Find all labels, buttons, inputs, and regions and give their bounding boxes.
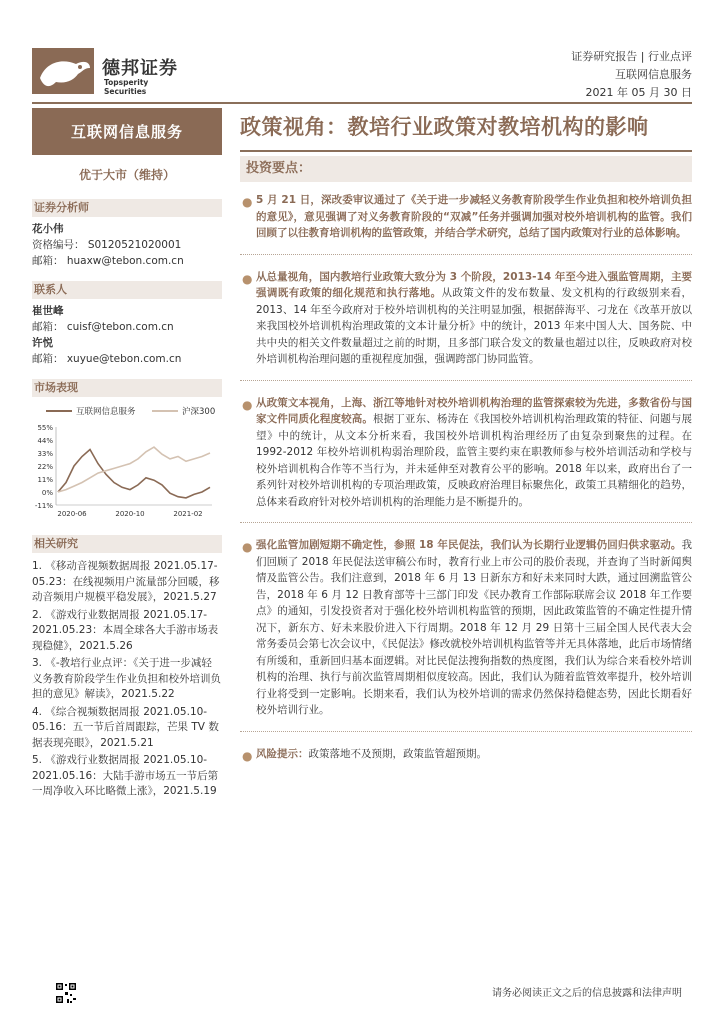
research-item[interactable]: 5. 《游戏行业数据周报 2021.05.10-2021.05.16：大陆手游市场五一节后第一周净收入环比略微上涨》，2021.5.19 (32, 754, 219, 797)
market-section-title: 市场表现 (32, 379, 222, 397)
dotted-divider (240, 731, 692, 732)
series-line (58, 450, 210, 498)
key-point-text: 我们回顾了 2018 年民促法送审稿公布时，教育行业上市公司的股价表现，并查询了当时新闻舆情及监管公告。我们注意到，2018 年 6 月 13 日新东方和好未来同时大跌，通过回溯监管公告，2018 年 6 月 12 日教育部等十三部门印发《民办教育工作部际联席会议 2018 年工作要点》的通知，引发投资者对于强化校外培训机构监管的预期，因此政策监管的不确定性提升情况下，新东方、好未来股价进入下行周期。2018 年 12 月 29 日第十三届全国人民代表大会常务委员会第七次会议中，《民促法》修改就校外培训机构监管等并无具体落地，此后市场情绪有所缓和，重新回归基本面逻辑。对比民促法搜狗指数的热度图，我们认为综合来看校外培训机构的治理、执行与前次监管周期相似度较高。因此，我们认为随着监管效率提升，校外培训行业将受到一定影响。长期来看，我们认为校外培训的需求仍然保持稳健态势，因此长期看好校外培训行业。 (256, 539, 692, 716)
bullet-icon: ● (242, 540, 253, 554)
risk-text: 政策落地不及预期，政策监管超预期。 (308, 747, 487, 760)
report-title: 政策视角：教培行业政策对教培机构的影响 (240, 115, 649, 139)
brand-name-en: Topsperity Securities (104, 78, 149, 96)
research-item[interactable]: 1. 《移动音视频数据周报 2021.05.17-05.23：在线视频用户流量部分回暖，移动音频用户规模平稳发展》，2021.5.27 (32, 560, 220, 603)
rating: 优于大市（维持） (78, 167, 175, 182)
x-tick-label: 2020-10 (115, 510, 145, 518)
sector-box: 互联网信息服务 (32, 108, 222, 155)
bull-logo-icon (32, 48, 94, 94)
key-point (240, 192, 692, 242)
title-divider (240, 150, 692, 152)
report-date: 2021 年 05 月 30 日 (585, 86, 692, 99)
analyst-name: 花小伟 (32, 223, 64, 235)
y-tick-label: 55% (37, 424, 53, 432)
sidebar (32, 108, 222, 802)
report-header (571, 48, 692, 102)
analyst-info (32, 221, 222, 269)
research-item[interactable]: 4. 《综合视频数据周报 2021.05.10-05.16：五一节后首周跟踪，芒果 TV 数据表现亮眼》，2021.5.21 (32, 705, 219, 749)
y-tick-label: 44% (37, 437, 53, 445)
contact-email: 邮箱： xuyue@tebon.com.cn (32, 353, 182, 365)
contact-info (32, 303, 222, 367)
dotted-divider (240, 522, 692, 523)
x-tick-label: 2021-02 (173, 510, 203, 518)
key-point-highlight: 5 月 21 日，深改委审议通过了《关于进一步减轻义务教育阶段学生作业负担和校外培训负担的意见》，意见强调了对义务教育阶段的“双减”任务并强调加强对校外培训机构的监管。我们回顾了以往教育培训机构的监管政策，并结合学术研究，总结了国内政策对行业的总体影响。 (256, 194, 692, 239)
contact-section-title: 联系人 (32, 281, 222, 299)
main-content (240, 112, 692, 762)
legend-label: 沪深300 (182, 407, 216, 417)
market-chart-svg (32, 401, 222, 529)
brand-name-cn: 德邦证券 (102, 58, 178, 79)
analyst-email: 邮箱： huaxw@tebon.com.cn (32, 255, 184, 267)
qr-code-icon (55, 982, 77, 1004)
y-tick-label: 33% (37, 450, 53, 458)
y-tick-label: 0% (41, 489, 53, 497)
research-item[interactable]: 3. 《-教培行业点评：《关于进一步减轻义务教育阶段学生作业负担和校外培训负担的意见》解读》，2021.5.22 (32, 657, 221, 700)
key-point (240, 395, 692, 511)
y-tick-label: 11% (37, 476, 53, 484)
bullet-icon: ● (242, 195, 253, 209)
y-tick-label: -11% (34, 502, 53, 510)
contact-name: 许悦 (32, 337, 53, 349)
key-point (240, 537, 692, 719)
research-list (32, 559, 222, 800)
legend-label: 互联网信息服务 (76, 407, 136, 417)
analyst-cert: 资格编号： S0120521020001 (32, 239, 182, 251)
contact-email: 邮箱： cuisf@tebon.com.cn (32, 321, 174, 333)
header-sector: 互联网信息服务 (615, 68, 692, 81)
research-item[interactable]: 2. 《游戏行业数据周报 2021.05.17-2021.05.23：本周全球各大手游市场表现稳健》，2021.5.26 (32, 608, 219, 652)
key-points-label: 投资要点： (240, 156, 692, 182)
research-section-title: 相关研究 (32, 535, 222, 553)
series-line (58, 447, 210, 492)
x-tick-label: 2020-06 (57, 510, 87, 518)
report-type: 证券研究报告 | 行业点评 (571, 50, 692, 63)
key-point-highlight: 强化监管加剧短期不确定性，参照 18 年民促法，我们认为长期行业逻辑仍回归供求驱动。 (256, 539, 682, 551)
risk-label: 风险提示： (256, 747, 309, 760)
key-point-highlight: 从总量视角，国内教培行业政策大致分为 3 个阶段，2013-14 年至今进入强监管周期，主要强调既有政策的细化规范和执行落地。 (256, 270, 692, 299)
key-point-text: 根据丁亚东、杨涛在《我国校外培训机构治理政策的特征、问题与展望》中的统计，从文本分析来看，我国校外培训机构治理经历了由复杂到聚焦的过程。在 1992-2012 年校外培训机构弱治理阶段，监管主要约束在职教师参与校外培训活动和学校与校外培训机构合作等不当行为，并未延伸至对教育公平的影响。2018 年以来，政府出台了一系列针对校外培训机构的专项治理政策，反映政府治理目标聚焦化，政策工具精细化的趋势，总体来看政府针对校外培训机构的治理能力是不断提升的。 (256, 413, 693, 508)
key-point (240, 269, 692, 368)
dotted-divider (240, 380, 692, 381)
market-chart (32, 401, 222, 529)
risk-warning (240, 746, 692, 763)
bullet-icon: ● (242, 397, 253, 412)
analyst-section-title: 证券分析师 (32, 199, 222, 217)
contact-name: 崔世峰 (32, 305, 64, 317)
footer-disclaimer: 请务必阅读正文之后的信息披露和法律声明 (492, 988, 682, 999)
brand-logo (32, 48, 192, 94)
key-point-highlight: 从政策文本视角，上海、浙江等地针对校外培训机构治理的监管探索较为先进，多数省份与国家文件同质化程度较高。 (256, 396, 692, 425)
dotted-divider (240, 254, 692, 255)
key-point-text: 从政策文件的发布数量、发文机构的行政级别来看，2013、14 年至今政府对于校外培训机构的关注明显加强，根据薛海平、刁龙在《改革开放以来我国校外培训机构治理政策的文本计量分析》中的统计，2013 年来中国人大、国务院、中共中央的相关文件数量超过之前的时期，且多部门联合发文的数量也超过以往，反映政府对校外培训机构治理问题的重视程度加强，强调跨部门协同监管。 (256, 287, 693, 365)
top-divider (32, 102, 692, 104)
bullet-icon: ● (242, 271, 253, 286)
bullet-icon: ● (242, 748, 253, 763)
y-tick-label: 22% (37, 463, 53, 471)
